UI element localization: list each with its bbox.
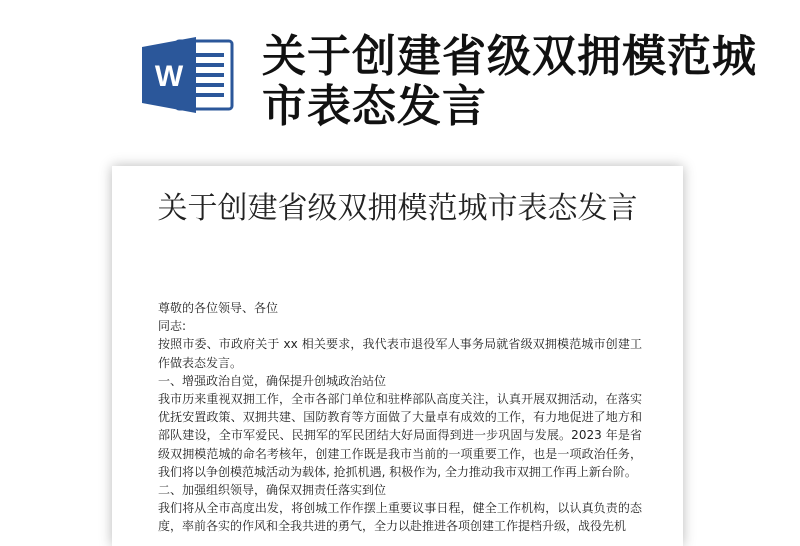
word-icon [140, 35, 236, 115]
section-heading-1: 一、增强政治自觉，确保提升创城政治站位 [158, 373, 387, 388]
section-paragraph-2: 我们将从全市高度出发，将创城工作作摆上重要议事日程，健全工作机构，以认真负责的态度，率前各实的作风和全我共进的勇气，全力以赴推进各项创建工作提档升级，战役先机 [158, 501, 642, 534]
word-icon-letter: W [154, 60, 184, 93]
salutation: 尊敬的各位领导、各位 [158, 301, 279, 315]
section-heading-2: 二、加强组织领导，确保双拥责任落实到位 [158, 483, 387, 498]
salutation-cont: 同志: [158, 319, 187, 334]
document-title: 关于创建省级双拥模范城市表态发言 [157, 191, 638, 226]
document-page [112, 166, 683, 546]
document-body [158, 299, 642, 536]
intro-paragraph: 按照市委、市政府关于 xx 相关要求，我代表市退役军人事务局就省级双拥模范城市创建工作做表态发言。 [158, 337, 642, 370]
section-paragraph-1: 我市历来重视双拥工作，全市各部门单位和驻桦部队高度关注，认真开展双拥活动，在落实优抚安置政策、双拥共建、国防教育等方面做了大量卓有成效的工作，有力地促进了地方和部队建设，全市军爱民、民拥军的军民团结大好局面得到进一步巩固与发展。2023 年是省级双拥模范城的命名考核年，创建工作既是我市当前的一项重要工作，也是一项政治任务，我们将以争创模范城活动为载体, 抢抓机遇, 积极作为, 全力推动我市双拥工作再上新台阶。 [158, 392, 642, 479]
header-title: 关于创建省级双拥模范城市表态发言 [262, 31, 757, 132]
